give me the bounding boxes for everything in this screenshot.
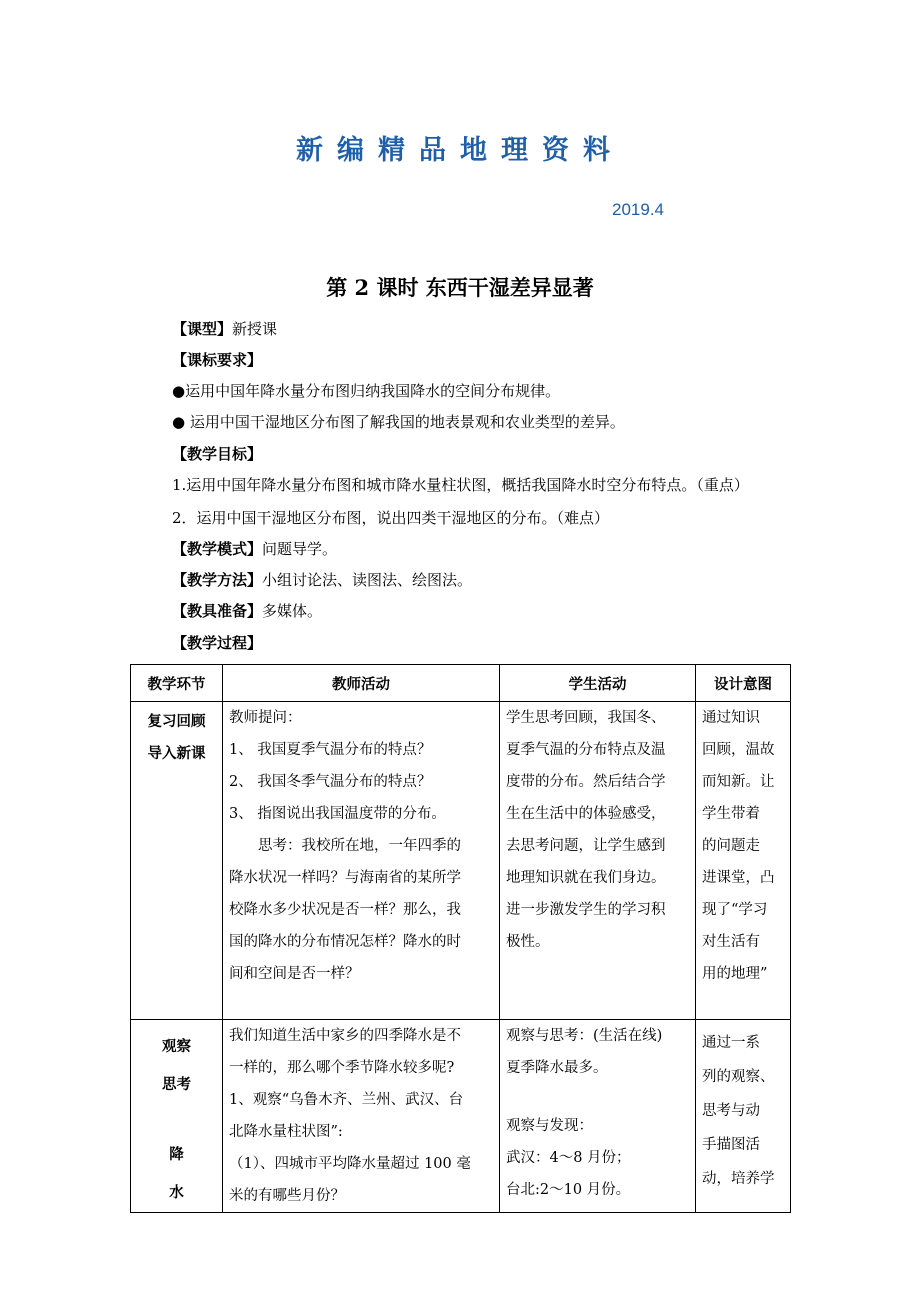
student-gap bbox=[506, 1084, 689, 1110]
teacher-line: 校降水多少状况是否一样？那么，我 bbox=[229, 902, 461, 918]
teacher-activity-cell bbox=[223, 1020, 500, 1213]
student-line: 观察与发现： bbox=[506, 1118, 593, 1134]
intent-line: 通过知识 bbox=[702, 710, 760, 726]
intent-line: 思考与动 bbox=[702, 1103, 760, 1119]
student-line: 观察与思考：(生活在线) bbox=[506, 1028, 663, 1044]
intent-line: 回顾，温故 bbox=[702, 742, 775, 758]
banner-title: 新编精品地理资料 bbox=[296, 135, 624, 166]
stage-gap bbox=[137, 1104, 216, 1136]
design-intent-cell bbox=[696, 1020, 791, 1213]
student-line: 地理知识就在我们身边。 bbox=[506, 870, 666, 886]
student-line: 进一步激发学生的学习积 bbox=[506, 902, 666, 918]
teacher-line: 1、观察“乌鲁木齐、兰州、武汉、台 bbox=[229, 1092, 464, 1108]
teacher-line: （1）、四城市平均降水量超过 100 毫 bbox=[229, 1156, 471, 1172]
objective-item: 2．运用中国干湿地区分布图，说出四类干湿地区的分布。（难点） bbox=[172, 509, 610, 527]
teacher-line: 我们知道生活中家乡的四季降水是不 bbox=[229, 1028, 461, 1044]
tools-label: 【教具准备】 bbox=[172, 602, 263, 620]
teacher-line: 一样的，那么哪个季节降水较多呢? bbox=[229, 1060, 455, 1076]
intent-line: 进课堂，凸 bbox=[702, 870, 775, 886]
stage-text: 降 bbox=[169, 1146, 184, 1163]
header-stage: 教学环节 bbox=[131, 665, 223, 702]
student-line: 度带的分布。然后结合学 bbox=[506, 774, 666, 790]
document-date: 2019.4 bbox=[612, 200, 664, 219]
student-line: 夏季降水最多。 bbox=[506, 1060, 608, 1076]
stage-text: 水 bbox=[169, 1184, 184, 1201]
student-activity-cell bbox=[500, 1020, 696, 1213]
table-row bbox=[131, 1020, 791, 1213]
method-line bbox=[172, 569, 472, 590]
stage-text: 复习回顾 bbox=[147, 713, 206, 730]
intent-line: 动，培养学 bbox=[702, 1171, 775, 1187]
mode-value: 问题导学。 bbox=[262, 540, 338, 558]
student-activity-cell bbox=[500, 702, 696, 1020]
student-line: 极性。 bbox=[506, 934, 550, 950]
student-line: 学生思考回顾，我国冬、 bbox=[506, 710, 666, 726]
objectives-label: 【教学目标】 bbox=[172, 445, 263, 463]
lesson-title: 第 2 课时 东西干湿差异显著 bbox=[326, 275, 594, 300]
table-row bbox=[131, 702, 791, 1020]
teacher-line: 降水状况一样吗？与海南省的某所学 bbox=[229, 870, 461, 886]
standard-item: ● 运用中国干湿地区分布图了解我国的地表景观和农业类型的差异。 bbox=[172, 413, 625, 431]
teacher-line: 教师提问： bbox=[229, 710, 302, 726]
teacher-activity-cell bbox=[223, 702, 500, 1020]
header-student: 学生活动 bbox=[500, 665, 696, 702]
intent-line: 学生带着 bbox=[702, 806, 760, 822]
student-line: 台北:2～10 月份。 bbox=[506, 1182, 631, 1198]
teacher-line: 北降水量柱状图”: bbox=[229, 1124, 343, 1140]
standard-item: ●运用中国年降水量分布图归纳我国降水的空间分布规律。 bbox=[172, 382, 561, 400]
teacher-line: 1、 我国夏季气温分布的特点？ bbox=[229, 742, 432, 758]
teacher-line: 思考：我校所在地，一年四季的 bbox=[258, 838, 461, 854]
tools-line bbox=[172, 600, 322, 621]
course-type-value: 新授课 bbox=[232, 320, 278, 338]
stage-cell bbox=[131, 702, 223, 1020]
mode-line bbox=[172, 538, 337, 559]
intent-line: 现了“学习 bbox=[702, 902, 768, 918]
lesson-process-table bbox=[130, 664, 791, 1213]
teacher-line: 间和空间是否一样？ bbox=[229, 966, 360, 982]
process-heading bbox=[172, 632, 262, 653]
standards-heading bbox=[172, 349, 262, 370]
student-line: 生在生活中的体验感受， bbox=[506, 806, 666, 822]
course-type-line bbox=[172, 318, 277, 339]
design-intent-cell bbox=[696, 702, 791, 1020]
stage-cell bbox=[131, 1020, 223, 1213]
teacher-line: 米的有哪些月份？ bbox=[229, 1188, 345, 1204]
tools-value: 多媒体。 bbox=[262, 602, 323, 620]
stage-text: 导入新课 bbox=[147, 745, 206, 762]
objective-item: 1.运用中国年降水量分布图和城市降水量柱状图，概括我国降水时空分布特点。（重点） bbox=[172, 476, 749, 494]
intent-line: 手描图活 bbox=[702, 1137, 760, 1153]
process-label: 【教学过程】 bbox=[172, 634, 263, 652]
student-line: 去思考问题，让学生感到 bbox=[506, 838, 666, 854]
teacher-line: 2、 我国冬季气温分布的特点？ bbox=[229, 774, 432, 790]
intent-line: 用的地理” bbox=[702, 966, 768, 982]
table-header-row bbox=[131, 665, 791, 702]
stage-text: 观察 bbox=[162, 1038, 191, 1055]
objectives-heading bbox=[172, 443, 262, 464]
teacher-line: 3、 指图说出我国温度带的分布。 bbox=[229, 806, 446, 822]
intent-line: 而知新。让 bbox=[702, 774, 775, 790]
header-teacher: 教师活动 bbox=[223, 665, 500, 702]
intent-line: 的问题走 bbox=[702, 838, 760, 854]
stage-text: 思考 bbox=[162, 1076, 191, 1093]
course-type-label: 【课型】 bbox=[172, 320, 233, 338]
student-line: 夏季气温的分布特点及温 bbox=[506, 742, 666, 758]
teacher-line: 国的降水的分布情况怎样？降水的时 bbox=[229, 934, 461, 950]
student-line: 武汉：4～8 月份； bbox=[506, 1150, 631, 1166]
method-value: 小组讨论法、读图法、绘图法。 bbox=[262, 571, 473, 589]
method-label: 【教学方法】 bbox=[172, 571, 263, 589]
mode-label: 【教学模式】 bbox=[172, 540, 263, 558]
intent-line: 通过一系 bbox=[702, 1035, 760, 1051]
standards-label: 【课标要求】 bbox=[172, 351, 263, 369]
header-intent: 设计意图 bbox=[696, 665, 791, 702]
intent-line: 列的观察、 bbox=[702, 1069, 775, 1085]
intent-line: 对生活有 bbox=[702, 934, 760, 950]
